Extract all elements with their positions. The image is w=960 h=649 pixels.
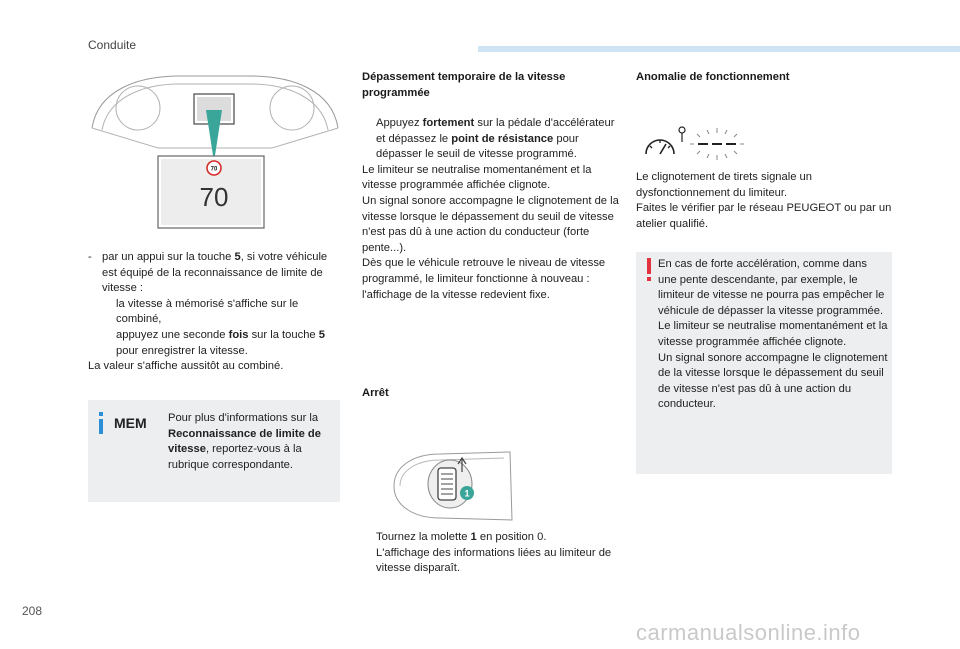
paragraph: Un signal sonore accompagne le clignotement de la vitesse lorsque le dépassement du seuil de vitesse n'est pas dû à une action du conducteur (forte pente...).	[362, 194, 619, 254]
sub-step-1: la vitesse à mémorisé s'affiche sur le combiné,	[116, 297, 299, 326]
callout-number: 1	[464, 488, 470, 499]
arret-step	[362, 530, 620, 577]
mem-tag: MEM	[114, 415, 147, 431]
section-title-depassement: Dépassement temporaire de la vitesse programmée	[362, 71, 566, 99]
paragraph: Le limiteur se neutralise momentanément et la vitesse programmée affichée clignote.	[362, 163, 592, 192]
speed-badge-text: 70	[210, 166, 218, 173]
section-label: Conduite	[88, 38, 137, 52]
steering-stalk-illustration	[380, 446, 520, 526]
paragraph: Faites le vérifier par le réseau PEUGEOT ou par un atelier qualifié.	[636, 202, 892, 230]
instrument-cluster-illustration	[88, 70, 342, 236]
step-item: Tournez la molette 1 en position 0. L'affichage des informations liées au limiteur de vitesse disparaît.	[376, 531, 612, 575]
page-number: 208	[22, 604, 43, 618]
section-body-depassement	[362, 116, 620, 303]
warning-text: En cas de forte accélération, comme dans une pente descendante, par exemple, le limiteur de vitesse ne pourra pas empêcher le véhicule de dépasser la vitesse programmée. Le limiteur se neutralise momentanément et la vitesse programmée affichée clignote. Un signal sonore accompagne le clignotement de la vitesse lorsque le dépassement du seuil de vitesse n'est pas dû à une action du conducteur.	[658, 258, 888, 411]
procedure-intro: par un appui sur la touche 5, si votre véhicule est équipé de la reconnaissance de limite de vitesse :	[102, 251, 328, 295]
info-box	[88, 400, 340, 502]
sub-step-2: appuyez une seconde fois sur la touche 5 pour enregistrer la vitesse.	[116, 328, 325, 357]
speed-limiter-warning-icon	[644, 126, 748, 162]
paragraph: Dès que le véhicule retrouve le niveau de vitesse programmé, le limiteur fonctionne à nouveau : l'affichage de la vitesse redevient fixe.	[362, 257, 606, 301]
section-title-arret: Arrêt	[362, 387, 389, 399]
screen-speed-value: 70	[199, 182, 229, 212]
warning-exclamation-icon	[645, 258, 653, 282]
watermark: carmanualsonline.info	[636, 620, 861, 645]
warning-box	[636, 252, 892, 474]
conclusion-text: La valeur s'affiche aussitôt au combiné.	[88, 360, 284, 372]
dash-marker: -	[88, 251, 92, 263]
section-title-anomalie: Anomalie de fonctionnement	[636, 71, 790, 83]
info-icon	[96, 412, 106, 434]
info-text: Pour plus d'informations sur la Reconnaissance de limite de vitesse, reportez-vous à la rubrique correspondante.	[168, 412, 321, 471]
paragraph: Le clignotement de tirets signale un dysfonctionnement du limiteur.	[636, 171, 813, 199]
step-item: Appuyez fortement sur la pédale d'accélérateur et dépassez le point de résistance pour dépasser le seuil de vitesse programmé.	[376, 117, 615, 161]
header-accent-bar	[478, 46, 960, 52]
section-body-anomalie	[636, 170, 892, 232]
